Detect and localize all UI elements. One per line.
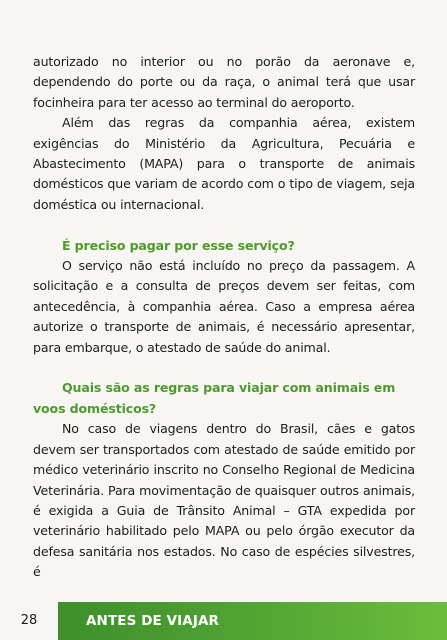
page-footer bbox=[0, 602, 447, 640]
section-heading-domestic-flights: Quais são as regras para viajar com animais em voos domésticos? bbox=[33, 380, 396, 416]
footer-section-title: ANTES DE VIAJAR bbox=[86, 613, 220, 629]
paragraph-mapa-rules: Além das regras da companhia aérea, existem exigências do Ministério da Agricultura, Pecuária e Abastecimento (MAPA) para o transporte de animais domésticos que variam de acordo com o tipo de viagem, seja doméstica ou internacional. bbox=[33, 115, 415, 212]
paragraph-domestic-flights: No caso de viagens dentro do Brasil, cães e gatos devem ser transportados com atestado de saúde emitido por médico veterinário inscrito no Conselho Regional de Medicina Veterinária. Para movimentação de quaisquer outros animais, é exigida a Guia de Trânsito Animal – GTA expedida por veterinário habilitado pelo MAPA ou pelo órgão executor da defesa sanitária nos estados. No caso de espécies silvestres, é bbox=[33, 421, 415, 580]
paragraph-continuation: autorizado no interior ou no porão da aeronave e, dependendo do porte ou da raça, o animal terá que usar focinheira para ter acesso ao terminal do aeroporto. bbox=[33, 54, 415, 110]
page-number: 28 bbox=[0, 602, 58, 640]
page-body bbox=[33, 52, 415, 583]
section-heading-payment: É preciso pagar por esse serviço? bbox=[62, 237, 295, 253]
footer-section-bar bbox=[58, 602, 447, 640]
paragraph-payment: O serviço não está incluído no preço da passagem. A solicitação e a consulta de preços devem ser feitas, com antecedência, à companhia aérea. Caso a empresa aérea autorize o transporte de animais, é necessário apresentar, para embarque, o atestado de saúde do animal. bbox=[33, 258, 415, 355]
